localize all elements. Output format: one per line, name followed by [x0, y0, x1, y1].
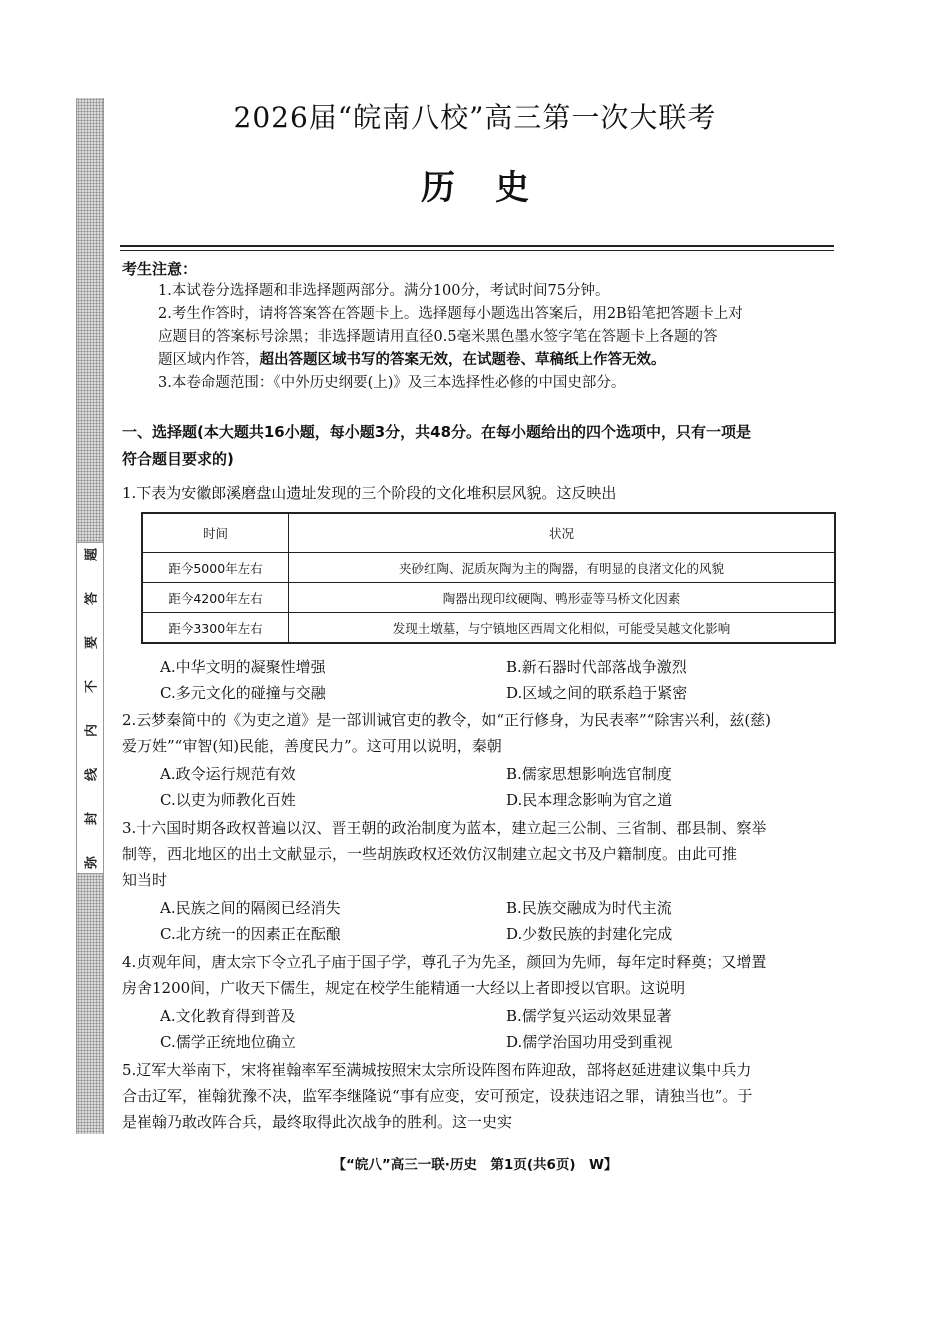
table-cell: 距今4200年左右 — [142, 583, 289, 613]
notice-list — [158, 280, 844, 395]
seal-char: 要 — [84, 636, 100, 650]
section-heading-line: 一、选择题(本大题共16小题，每小题3分，共48分。在每小题给出的四个选项中，只有一项是 — [122, 423, 752, 441]
option-d: D.少数民族的封建化完成 — [506, 925, 673, 943]
page-footer: 【“皖八”高三一联·历史 第1页(共6页) W】 — [332, 1157, 618, 1173]
option-c: C.北方统一的因素正在酝酿 — [160, 925, 341, 943]
question-1-stem — [122, 480, 844, 506]
option-d: D.区域之间的联系趋于紧密 — [506, 684, 688, 702]
question-text: 3.十六国时期各政权普遍以汉、晋王朝的政治制度为蓝本，建立起三公制、三省制、郡县制、察举 — [122, 819, 767, 837]
option-a: A.文化教育得到普及 — [160, 1007, 296, 1025]
seal-char: 题 — [84, 548, 100, 562]
table-header: 时间 — [142, 513, 289, 553]
question-text: 4.贞观年间，唐太宗下令立孔子庙于国子学，尊孔子为先圣，颜回为先师，每年定时释奠；又增置 — [122, 953, 767, 971]
table-cell: 陶器出现印纹硬陶、鸭形壶等马桥文化因素 — [289, 583, 836, 613]
notice-heading: 考生注意： — [122, 260, 198, 278]
table-row — [142, 583, 835, 613]
option-b: B.新石器时代部落战争激烈 — [506, 658, 687, 676]
option-b: B.儒家思想影响选官制度 — [506, 765, 672, 783]
question-text: 合击辽军，崔翰犹豫不决，监军李继隆说“事有应变，安可预定，设获违诏之罪，请独当也”。于 — [122, 1087, 753, 1105]
exam-title: 2026届“皖南八校”高三第一次大联考 — [233, 101, 717, 134]
notice-item-3: 3.本卷命题范围：《中外历史纲要(上)》及三本选择性必修的中国史部分。 — [158, 375, 626, 391]
seal-line-notice — [77, 542, 103, 874]
section-heading — [122, 419, 844, 473]
divider — [120, 245, 834, 247]
table-cell: 距今3300年左右 — [142, 613, 289, 644]
question-text: 制等，西北地区的出土文献显示，一些胡族政权还效仿汉制建立起文书及户籍制度。由此可推 — [122, 845, 738, 863]
table-cell: 发现土墩墓，与宁镇地区西周文化相似，可能受吴越文化影响 — [289, 613, 836, 644]
divider — [120, 250, 834, 251]
seal-char: 线 — [84, 768, 100, 782]
table-cell: 夹砂红陶、泥质灰陶为主的陶器，有明显的良渚文化的风貌 — [289, 553, 836, 583]
notice-item-2: 2.考生作答时，请将答案答在答题卡上。选择题每小题选出答案后，用2B铅笔把答题卡上对 — [158, 306, 743, 322]
seal-char: 不 — [84, 680, 100, 694]
seal-char: 答 — [84, 592, 100, 606]
question-text: 5.辽军大举南下，宋将崔翰率军至满城按照宋太宗所设阵图布阵迎敌，部将赵延进建议集中兵力 — [122, 1061, 752, 1079]
question-2-stem — [122, 707, 844, 759]
option-d: D.民本理念影响为官之道 — [506, 791, 673, 809]
section-heading-line: 符合题目要求的) — [122, 450, 234, 468]
table-cell: 距今5000年左右 — [142, 553, 289, 583]
seal-char: 内 — [84, 724, 100, 738]
notice-item-2-cont — [158, 349, 844, 372]
option-d: D.儒学治国功用受到重视 — [506, 1033, 673, 1051]
question-5-stem — [122, 1057, 844, 1135]
option-b: B.民族交融成为时代主流 — [506, 899, 672, 917]
seal-char: 封 — [84, 812, 100, 826]
question-3-stem — [122, 815, 844, 893]
notice-text: 题区域内作答， — [158, 352, 260, 368]
subject-title: 历史 — [421, 168, 569, 208]
question-text: 房舍1200间，广收天下儒生，规定在校学生能精通一大经以上者即授以官职。这说明 — [122, 979, 686, 997]
notice-item-1: 1.本试卷分选择题和非选择题两部分。满分100分，考试时间75分钟。 — [158, 283, 610, 299]
option-a: A.民族之间的隔阂已经消失 — [160, 899, 341, 917]
table-row — [142, 613, 835, 644]
question-1-table — [141, 512, 836, 644]
question-text: 知当时 — [122, 871, 168, 889]
question-text: 1.下表为安徽郎溪磨盘山遗址发现的三个阶段的文化堆积层风貌。这反映出 — [122, 484, 617, 502]
notice-item-2-cont: 应题目的答案标号涂黑；非选择题请用直径0.5毫米黑色墨水签字笔在答题卡上各题的答 — [158, 329, 718, 345]
option-a: A.中华文明的凝聚性增强 — [160, 658, 326, 676]
option-c: C.儒学正统地位确立 — [160, 1033, 296, 1051]
question-text: 2.云梦秦简中的《为吏之道》是一部训诫官吏的教令，如“正行修身，为民表率”“除害兴利，兹(慈) — [122, 711, 772, 729]
table-header: 状况 — [289, 513, 836, 553]
binding-margin-strip — [76, 98, 104, 1134]
question-4-stem — [122, 949, 844, 1001]
option-c: C.以吏为师教化百姓 — [160, 791, 296, 809]
option-c: C.多元文化的碰撞与交融 — [160, 684, 326, 702]
table-row — [142, 553, 835, 583]
option-a: A.政令运行规范有效 — [160, 765, 296, 783]
question-text: 是崔翰乃敢改阵合兵，最终取得此次战争的胜利。这一史实 — [122, 1113, 513, 1131]
option-b: B.儒学复兴运动效果显著 — [506, 1007, 672, 1025]
seal-char: 弥 — [84, 856, 100, 870]
question-text: 爱万姓”“审智(知)民能，善度民力”。这可用以说明，秦朝 — [122, 737, 502, 755]
table-header-row — [142, 513, 835, 553]
notice-emphasis: 超出答题区域书写的答案无效，在试题卷、草稿纸上作答无效。 — [259, 352, 666, 368]
